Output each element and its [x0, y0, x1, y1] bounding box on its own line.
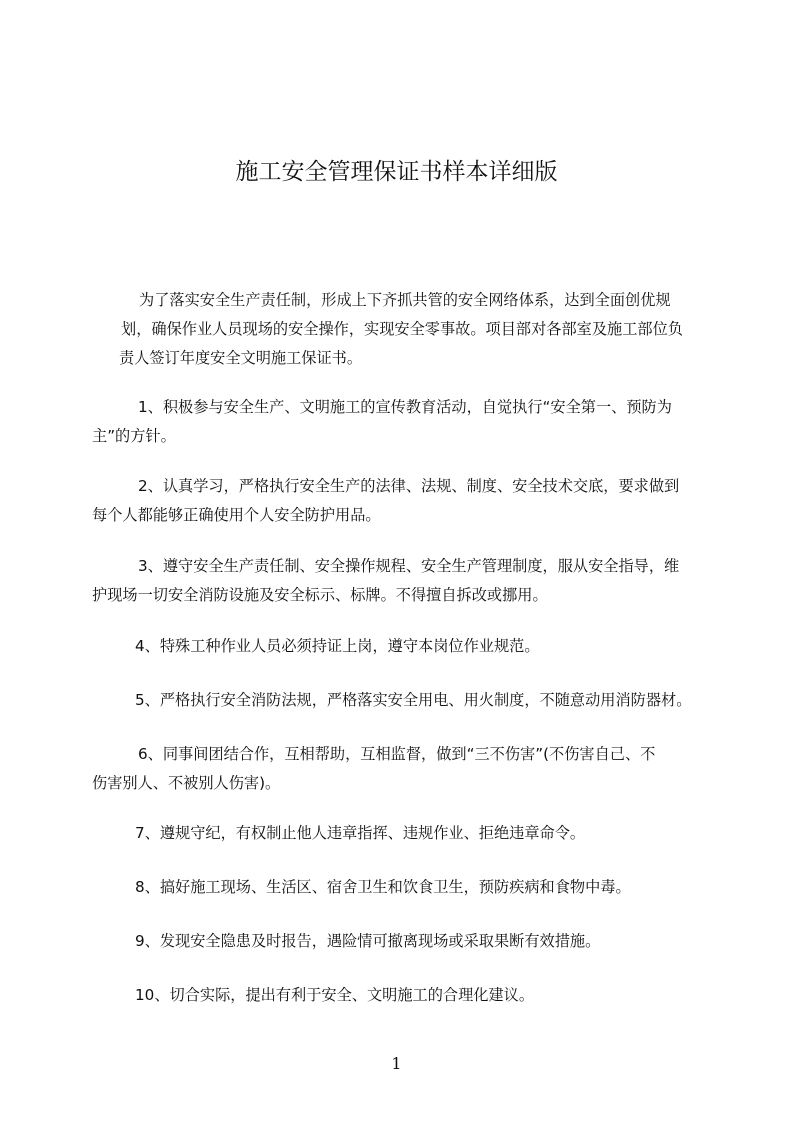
list-item-5: [135, 686, 691, 715]
intro-paragraph: [119, 286, 683, 373]
list-item-8: [135, 873, 631, 902]
intro-line-1: 为了落实安全生产责任制，形成上下齐抓共管的安全网络体系，达到全面创优规: [139, 291, 671, 309]
item-6-line-2: 伤害别人、不被别人伤害)。: [92, 774, 281, 792]
intro-line-3: 责人签订年度安全文明施工保证书。: [119, 349, 362, 367]
item-3-line-1: 3、遵守安全生产责任制、安全操作规程、安全生产管理制度，服从安全指导，维: [138, 557, 680, 575]
item-1-line-2: 主”的方针。: [92, 427, 176, 445]
item-4-line-1: 4、特殊工种作业人员必须持证上岗，遵守本岗位作业规范。: [135, 637, 540, 655]
item-8-line-1: 8、搞好施工现场、生活区、宿舍卫生和饮食卫生，预防疾病和食物中毒。: [135, 878, 631, 896]
item-2-line-1: 2、认真学习，严格执行安全生产的法律、法规、制度、安全技术交底，要求做到: [138, 477, 680, 495]
intro-line-2: 划，确保作业人员现场的安全操作，实现安全零事故。项目部对各部室及施工部位负: [121, 320, 683, 338]
document-title: 施工安全管理保证书样本详细版: [235, 159, 558, 186]
list-item-10: [135, 981, 534, 1010]
item-2-line-2: 每个人都能够正确使用个人安全防护用品。: [92, 506, 381, 524]
item-5-line-1: 5、严格执行安全消防法规，严格落实安全用电、用火制度，不随意动用消防器材。: [135, 691, 692, 709]
page-number: 1: [391, 1054, 402, 1073]
item-3-line-2: 护现场一切安全消防设施及安全标示、标牌。不得擅自拆改或挪用。: [92, 586, 548, 604]
list-item-6: [92, 740, 655, 798]
item-9-line-1: 9、发现安全隐患及时报告，遇险情可撤离现场或采取果断有效措施。: [135, 932, 601, 950]
list-item-2: [92, 472, 679, 530]
list-item-9: [135, 927, 600, 956]
item-6-line-1: 6、同事间团结合作，互相帮助，互相监督，做到“三不伤害”(不伤害自己、不: [138, 745, 656, 763]
item-10-line-1: 10、切合实际，提出有利于安全、文明施工的合理化建议。: [135, 986, 535, 1004]
list-item-7: [135, 819, 585, 848]
item-7-line-1: 7、遵规守纪，有权制止他人违章指挥、违规作业、拒绝违章命令。: [135, 824, 586, 842]
list-item-3: [92, 552, 679, 610]
list-item-4: [135, 632, 540, 661]
list-item-1: [92, 393, 672, 451]
item-1-line-1: 1、积极参与安全生产、文明施工的宣传教育活动，自觉执行“安全第一、预防为: [138, 398, 672, 416]
